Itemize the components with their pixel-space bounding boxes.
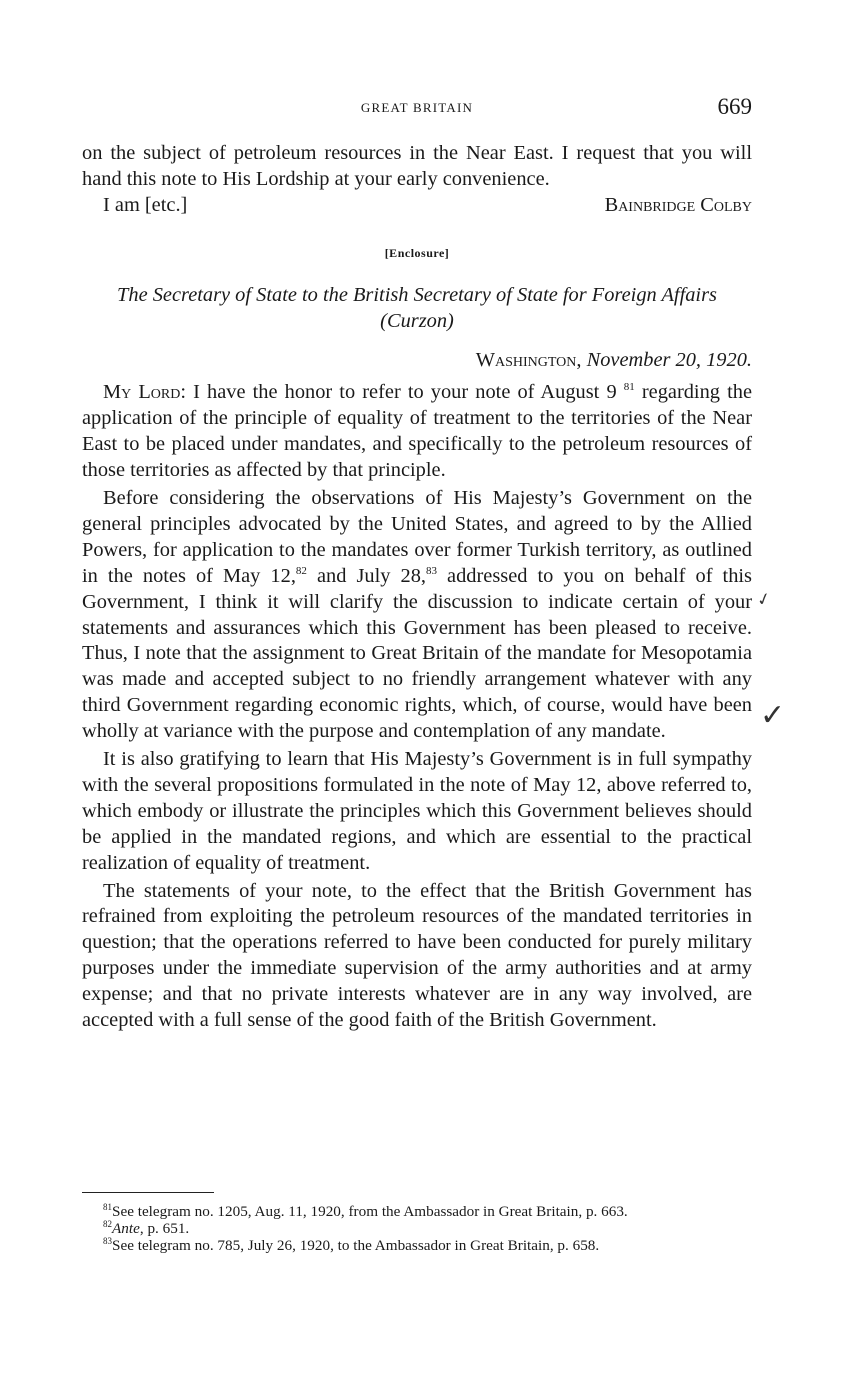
salutation-label: My Lord — [103, 381, 181, 404]
body-text — [82, 141, 752, 1034]
footnote-ref-81: 81 — [623, 381, 635, 394]
paragraph-1 — [82, 380, 752, 484]
closing-salutation: I am [etc.] — [103, 193, 188, 216]
footnote-number: 81 — [103, 1201, 112, 1212]
closing-line — [82, 193, 752, 219]
footnote-83 — [82, 1237, 752, 1254]
checkmark-icon: ✓ — [754, 588, 774, 611]
footnote-divider — [82, 1192, 214, 1193]
signature: Bainbridge Colby — [604, 193, 752, 216]
running-head — [82, 96, 752, 120]
enclosure-label: [Enclosure] — [384, 245, 450, 260]
footnote-number: 83 — [103, 1235, 112, 1246]
footnote-ref-82: 82 — [295, 564, 307, 577]
footnote-ref-83: 83 — [426, 564, 437, 577]
footnote-text: See telegram no. 785, July 26, 1920, to the Ambassador in Great Britain, p. 658. — [112, 1237, 600, 1254]
footnote-text: See telegram no. 1205, Aug. 11, 1920, from the Ambassador in Great Britain, p. 663. — [112, 1203, 628, 1220]
paragraph-4: The statements of your note, to the effect that the British Government has refrained from exploiting the petroleum resources of the mandated territories in question; that the operations referred to have been conducted for purely military purposes under the immediate supervision of the army authorities and at army expense; and that no private interests whatever are in any way involved, are accepted with a full sense of the good faith of the British Government. — [82, 879, 752, 1032]
footnote-82 — [82, 1220, 752, 1237]
page-number: 669 — [717, 94, 752, 119]
footnote-text: , p. 651. — [139, 1220, 190, 1237]
dateline-place: Washington, — [475, 349, 582, 372]
dateline — [82, 348, 752, 374]
paragraph-1-text-a: I have the honor to refer to your note of August 9 — [193, 381, 617, 404]
paragraph-3: It is also gratifying to learn that His Majesty’s Government is in full sympathy with the several propositions formulated in the note of May 12, above referred to, which embody or illustrate the principles which this Government believes should be applied in the mandated regions, and which are essential to the practical realization of equality of treatment. — [82, 748, 752, 874]
paragraph-2-text-c: addressed to you on behalf of this Government, I think it will clarify the discussion to indicate certain of your statements and assurances which this Government has been pleased to receive. Thus, I note that the assignment to Great Britain of the mandate for Mesopotamia was made and accepted subject to no friendly arrangement whatever with any third Government regarding economic rights, which, of course, would have been wholly at variance with the purpose and contemplation of any mandate. — [82, 564, 752, 743]
footnote-text-italic: Ante — [112, 1220, 140, 1237]
running-head-title: GREAT BRITAIN — [360, 100, 474, 115]
footnote-number: 82 — [103, 1218, 112, 1229]
dateline-date: November 20, 1920. — [586, 349, 752, 372]
paragraph-1-text-b: regarding the application of the principle of equality of treatment to the territories of the Near East to be placed under mandates, and specifically to the petroleum resources of those territories as affected by that principle. — [82, 381, 753, 482]
paragraph-2 — [82, 486, 752, 745]
checkmark-icon: ✓ — [760, 699, 786, 732]
paragraph-2-text-b: and July 28, — [306, 564, 426, 587]
footnote-81 — [82, 1203, 752, 1220]
footnotes — [82, 1203, 752, 1254]
paragraph-2-text-a: Before considering the observations of His Majesty’s Government on the general principles advocated by the United States, and agreed to by the Allied Powers, for application to the mandates over former Turkish territory, as outlined in the notes of May 12, — [82, 486, 752, 587]
continuation-paragraph: on the subject of petroleum resources in the Near East. I request that you will hand this note to His Lordship at your early convenience. — [82, 142, 752, 190]
document-title: The Secretary of State to the British Secretary of State for Foreign Affairs (Curzon) — [117, 283, 717, 332]
salutation-colon: : — [180, 381, 187, 404]
